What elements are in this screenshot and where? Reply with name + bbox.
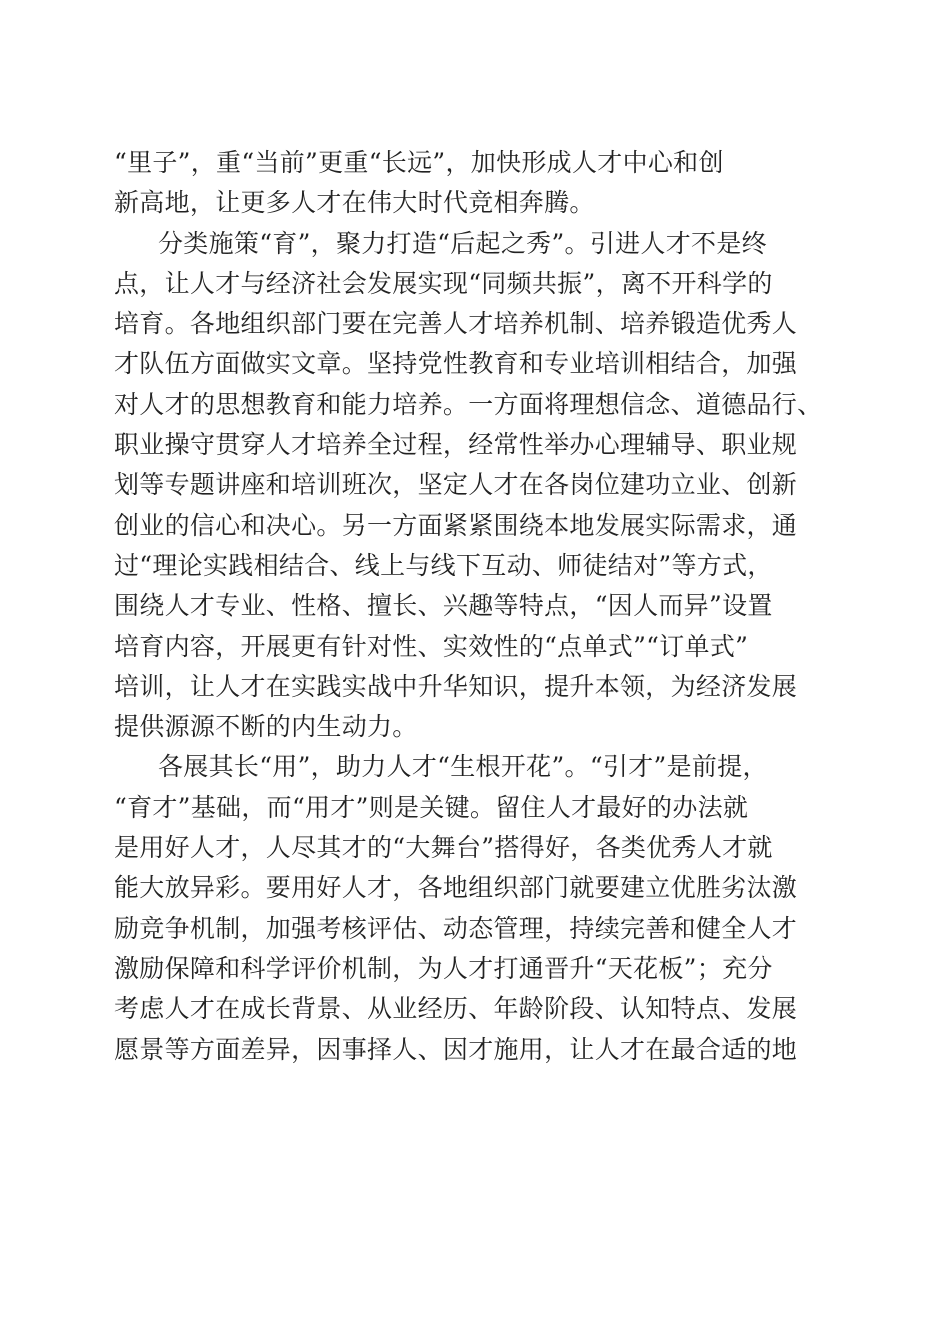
text-line: 各展其长“用”，助力人才“生根开花”。“引才”是前提， [158,752,768,782]
text-line: 职业操守贯穿人才培养全过程，经常性举办心理辅导、职业规 [114,430,798,460]
text-line: 对人才的思想教育和能力培养。一方面将理想信念、道德品行、 [114,389,823,419]
text-line: 愿景等方面差异，因事择人、因才施用，让人才在最合适的地 [114,1034,798,1064]
text-line: 激励保障和科学评价机制，为人才打通晋升“天花板”；充分 [114,953,773,983]
text-line: 能大放异彩。要用好人才，各地组织部门就要建立优胜劣汰激 [114,873,798,903]
paragraph-utilization [114,747,834,1069]
paragraph-cultivation [114,224,834,748]
text-line: 创业的信心和决心。另一方面紧紧围绕本地发展实际需求，通 [114,510,798,540]
text-line: 分类施策“育”，聚力打造“后起之秀”。引进人才不是终 [158,228,767,258]
text-line: 新高地，让更多人才在伟大时代竞相奔腾。 [114,188,595,218]
text-line: 培育内容，开展更有针对性、实效性的“点单式”“订单式” [114,631,749,661]
document-body [114,143,834,1070]
text-line: 是用好人才，人尽其才的“大舞台”搭得好，各类优秀人才就 [114,833,773,863]
text-line: 围绕人才专业、性格、擅长、兴趣等特点，“因人而异”设置 [114,591,773,621]
paragraph-continuation [114,143,834,224]
text-line: 励竞争机制，加强考核评估、动态管理，持续完善和健全人才 [114,913,798,943]
text-line: 培训，让人才在实践实战中升华知识，提升本领，为经济发展 [114,671,798,701]
text-line: 才队伍方面做实文章。坚持党性教育和专业培训相结合，加强 [114,349,798,379]
text-line: 过“理论实践相结合、线上与线下互动、师徒结对”等方式， [114,550,773,580]
text-line: 划等专题讲座和培训班次，坚定人才在各岗位建功立业、创新 [114,470,798,500]
text-line: “里子”，重“当前”更重“长远”，加快形成人才中心和创 [114,148,724,177]
text-line: 点，让人才与经济社会发展实现“同频共振”，离不开科学的 [114,268,773,298]
text-line: 考虑人才在成长背景、从业经历、年龄阶段、认知特点、发展 [114,994,798,1024]
text-line: 提供源源不断的内生动力。 [114,712,418,742]
text-line: 培育。各地组织部门要在完善人才培养机制、培养锻造优秀人 [114,309,798,339]
text-line: “育才”基础，而“用才”则是关键。留住人才最好的办法就 [114,792,749,822]
